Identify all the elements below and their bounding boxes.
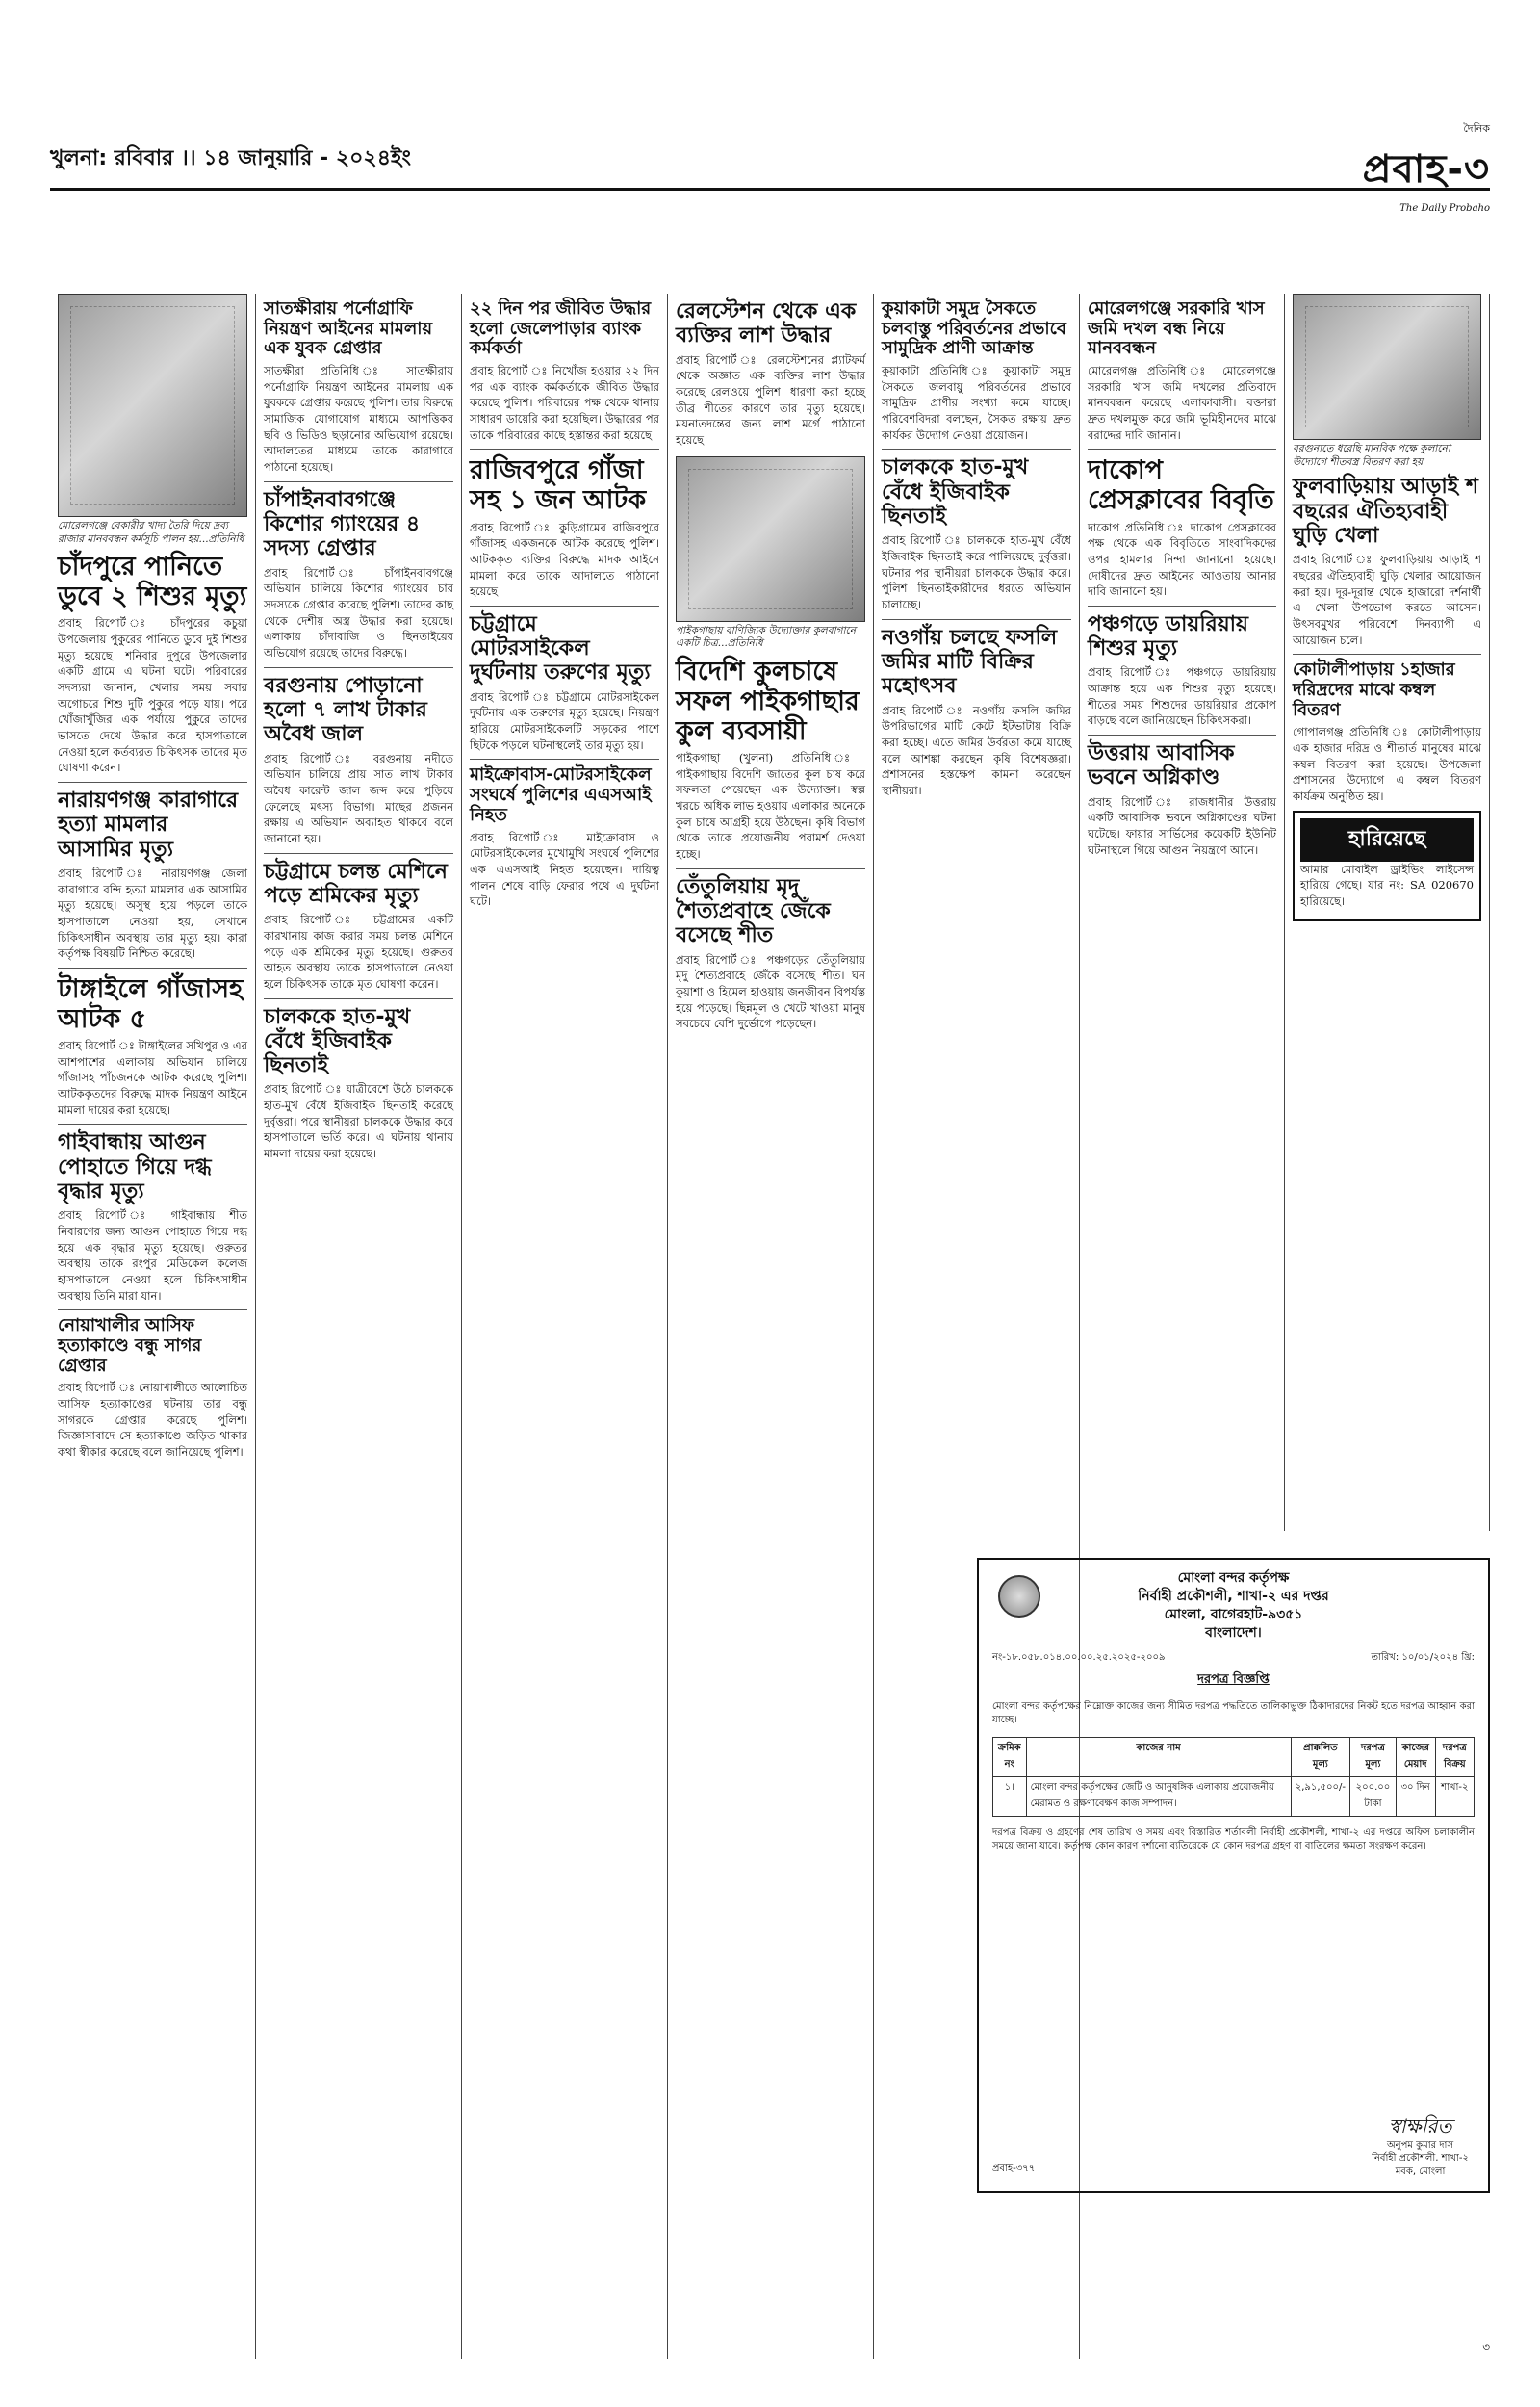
article-body: প্রবাহ রিপোর্ট ঃ চালককে হাত-মুখ বেঁধে ইজিবাইক ছিনতাই করে পালিয়েছে দুর্বৃত্তরা। ঘটনার পর স্থানীয়রা চালককে উদ্ধার করে। পুলিশ ছিনতাইকারীদের ধরতে অভিযান চালাচ্ছে।: [882, 533, 1071, 611]
article-body: দাকোপ প্রতিনিধি ঃ দাকোপ প্রেসক্লাবের পক্ষ থেকে এক বিবৃতিতে সাংবাদিকদের ওপর হামলার নিন্দা জানানো হয়েছে। দোষীদের দ্রুত আইনের আওতায় আনার দাবি জানানো হয়।: [1088, 520, 1276, 599]
notice-org: মোংলা বন্দর কর্তৃপক্ষ: [1177, 1570, 1290, 1586]
article-body: প্রবাহ রিপোর্ট ঃ পঞ্চগড়ে ডায়রিয়ায় আক্রান্ত হয়ে এক শিশুর মৃত্যু হয়েছে। শীতের সময় শিশুদের ডায়রিয়ার প্রকোপ বাড়ছে বলে জানিয়েছেন চিকিৎসকরা।: [1088, 665, 1276, 728]
divider: [1293, 654, 1481, 655]
table-cell: মোংলা বন্দর কর্তৃপক্ষের জেটি ও আনুষঙ্গিক এলাকায় প্রয়োজনীয় মেরামত ও রক্ষণাবেক্ষণ কাজ সম্পাদন।: [1026, 1776, 1291, 1816]
headline: দাকোপ প্রেসক্লাবের বিবৃতি: [1088, 455, 1274, 516]
table-row: [993, 1776, 1475, 1816]
table-cell: ২০০.০০ টাকা: [1350, 1776, 1396, 1816]
tender-notice: [977, 1558, 1490, 2193]
divider: [676, 868, 865, 869]
headline: চট্টগ্রামে মোটরসাইকেল দুর্ঘটনায় তরুণের মৃত্যু: [470, 611, 651, 686]
column-3: [462, 294, 668, 2359]
headline: কোটালীপাড়ায় ১হাজার দরিদ্রদের মাঝে কম্বল বিতরণ: [1293, 660, 1455, 720]
divider: [264, 998, 453, 999]
divider: [264, 481, 453, 482]
notice-intro: মোংলা বন্দর কর্তৃপক্ষের নিম্নোক্ত কাজের জন্য সীমিত দরপত্র পদ্ধতিতে তালিকাভুক্ত ঠিকাদারদের নিকট হতে দরপত্র আহ্বান করা যাচ্ছে।: [992, 1700, 1475, 1725]
table-header: ক্রমিক নং: [993, 1737, 1027, 1776]
logo-name: প্রবাহ-৩: [1362, 147, 1490, 192]
signatory-name: অনুপম কুমার দাস: [1387, 2139, 1454, 2151]
table-cell: ১।: [993, 1776, 1027, 1816]
divider: [58, 1309, 247, 1310]
column-1: [50, 294, 256, 2359]
headline: চালককে হাত-মুখ বেঁধে ইজিবাইক ছিনতাই: [882, 455, 1029, 530]
headline: ফুলবাড়িয়ায় আড়াই শ বছরের ঐতিহ্যবাহী ঘুড়ি খেলা: [1293, 475, 1478, 548]
article-body: প্রবাহ রিপোর্ট ঃ কুড়িগ্রামের রাজিবপুরে গাঁজাসহ একজনকে আটক করেছে পুলিশ। আটককৃত ব্যক্তির বিরুদ্ধে মাদক আইনে মামলা করে তাকে আদালতে পাঠানো হয়েছে।: [470, 520, 659, 599]
tender-table: [992, 1737, 1475, 1817]
lost-notice-text: আমার মোবাইল ড্রাইভিং লাইসেন্স হারিয়ে গেছে। যার নং: SA 020670 হারিয়েছে।: [1300, 862, 1474, 908]
headline: বিদেশি কুলচাষে সফল পাইকগাছার কুল ব্যবসায়ী: [676, 656, 860, 746]
divider: [1088, 735, 1276, 736]
news-photo: [1293, 294, 1481, 440]
news-photo: [676, 456, 865, 622]
notice-memo-row: [992, 1650, 1475, 1667]
signatory-org: মবক, মোংলা: [1395, 2165, 1446, 2177]
headline: ২২ দিন পর জীবিত উদ্ধার হলো জেলেপাড়ার ব্যাংক কর্মকর্তা: [470, 298, 652, 359]
article-body: প্রবাহ রিপোর্ট ঃ রাজধানীর উত্তরায় একটি আবাসিক ভবনে অগ্নিকাণ্ডের ঘটনা ঘটেছে। ফায়ার সার্ভিসের কয়েকটি ইউনিট ঘটনাস্থলে গিয়ে আগুন নিয়ন্ত্রণে আনে।: [1088, 794, 1276, 857]
lost-notice: [1293, 811, 1481, 921]
divider: [470, 449, 659, 450]
notice-date: তারিখ: ১০/০১/২০২৪ খ্রি:: [1371, 1651, 1475, 1663]
article-body: প্রবাহ রিপোর্ট ঃ নিখোঁজ হওয়ার ২২ দিন পর এক ব্যাংক কর্মকর্তাকে জীবিত উদ্ধার করেছে পুলিশ। পরিবারের পক্ষ থেকে থানায় সাধারণ ডায়েরি করা হয়েছিল। উদ্ধারের পর তাকে পরিবারের কাছে হস্তান্তর করা হয়েছে।: [470, 364, 659, 442]
article-body: প্রবাহ রিপোর্ট ঃ নওগাঁয় ফসলি জমির উপরিভাগের মাটি কেটে ইটভাটায় বিক্রি করা হচ্ছে। এতে জমির উর্বরতা কমে যাচ্ছে বলে আশঙ্কা করছেন কৃষি বিশেষজ্ঞরা। প্রশাসনের হস্তক্ষেপ কামনা করেছেন স্থানীয়রা।: [882, 703, 1071, 797]
headline: নারায়ণগঞ্জ কারাগারে হত্যা মামলার আসামির মৃত্যু: [58, 789, 239, 862]
column-7: [1285, 294, 1490, 1531]
headline: গাইবান্ধায় আগুন পোহাতে গিয়ে দগ্ধ বৃদ্ধার মৃত্যু: [58, 1130, 212, 1204]
divider: [58, 782, 247, 783]
headline: রাজিবপুরে গাঁজা সহ ১ জন আটক: [470, 455, 647, 516]
article-body: প্রবাহ রিপোর্ট ঃ চাঁপাইনবাবগঞ্জে অভিযান চালিয়ে কিশোর গ্যাংয়ের চার সদস্যকে গ্রেপ্তার করেছে পুলিশ। তাদের কাছ থেকে দেশীয় অস্ত্র উদ্ধার করা হয়েছে। এলাকায় চাঁদাবাজি ও ছিনতাইয়ের অভিযোগ রয়েছে তাদের বিরুদ্ধে।: [264, 565, 453, 660]
article-body: প্রবাহ রিপোর্ট ঃ রেলস্টেশনের প্ল্যাটফর্ম থেকে অজ্ঞাত এক ব্যক্তির লাশ উদ্ধার করেছে রেলওয়ে পুলিশ। ধারণা করা হচ্ছে তীব্র শীতের কারণে তার মৃত্যু হয়েছে। ময়নাতদন্তের জন্য লাশ মর্গে পাঠানো হয়েছে।: [676, 352, 865, 447]
article-body: প্রবাহ রিপোর্ট ঃ চট্টগ্রামে মোটরসাইকেল দুর্ঘটনায় এক তরুণের মৃত্যু হয়েছে। নিয়ন্ত্রণ হারিয়ে মোটরসাইকেলটি সড়কের পাশে ছিটকে পড়লে ঘটনাস্থলেই তার মৃত্যু হয়।: [470, 689, 659, 752]
page-number: ৩: [1482, 2341, 1490, 2354]
table-header: কাজের নাম: [1026, 1737, 1291, 1776]
port-emblem-icon: [998, 1575, 1040, 1618]
headline: নওগাঁয় চলছে ফসলি জমির মাটি বিক্রির মহোৎসব: [882, 625, 1058, 699]
headline: কুয়াকাটা সমুদ্র সৈকতে চলবাস্তু পরিবর্তনের প্রভাবে সামুদ্রিক প্রাণী আক্রান্ত: [882, 298, 1066, 359]
article-body: মোরেলগঞ্জ প্রতিনিধি ঃ মোরেলগঞ্জে সরকারি খাস জমি দখলের প্রতিবাদে মানববন্ধন করেছে এলাকাবাসী। বক্তারা দ্রুত দখলমুক্ত করে জমি ভূমিহীনদের মাঝে বরাদ্দের দাবি জানান।: [1088, 364, 1276, 442]
article-body: গোপালগঞ্জ প্রতিনিধি ঃ কোটালীপাড়ায় এক হাজার দরিদ্র ও শীতার্ত মানুষের মাঝে কম্বল বিতরণ করা হয়েছে। উপজেলা প্রশাসনের উদ্যোগে এ কম্বল বিতরণ কার্যক্রম অনুষ্ঠিত হয়।: [1293, 725, 1481, 803]
article-body: প্রবাহ রিপোর্ট ঃ বরগুনায় নদীতে অভিযান চালিয়ে প্রায় সাত লাখ টাকার অবৈধ কারেন্ট জাল জব্দ করে পুড়িয়ে ফেলেছে মৎস্য বিভাগ। মাছের প্রজনন রক্ষায় এ অভিযান অব্যাহত থাকবে বলে জানানো হয়।: [264, 751, 453, 845]
headline: চট্টগ্রামে চলন্ত মেশিনে পড়ে শ্রমিকের মৃত্যু: [264, 859, 448, 908]
headline: উত্তরায় আবাসিক ভবনে অগ্নিকাণ্ড: [1088, 741, 1235, 790]
headline: চালককে হাত-মুখ বেঁধে ইজিবাইক ছিনতাই: [264, 1004, 411, 1078]
table-header: দরপত্র মূল্য: [1350, 1737, 1396, 1776]
headline: টাঙ্গাইলে গাঁজাসহ আটক ৫: [58, 974, 244, 1035]
logo-tagline: The Daily Probaho: [1399, 203, 1490, 214]
column-2: [256, 294, 462, 2359]
article-body: প্রবাহ রিপোর্ট ঃ নারায়ণগঞ্জ জেলা কারাগারে বন্দি হত্যা মামলার এক আসামির মৃত্যু হয়েছে। অসুস্থ হয়ে পড়লে তাকে হাসপাতালে নেওয়া হয়, সেখানে চিকিৎসাধীন অবস্থায় তার মৃত্যু হয়। কারা কর্তৃপক্ষ বিষয়টি নিশ্চিত করেছে।: [58, 866, 247, 961]
notice-memo: নং-১৮.০৫৮.০১৪.০০.০০.২৫.২০২৫-২০০৯: [992, 1651, 1166, 1663]
divider: [1088, 606, 1276, 607]
notice-title: দরপত্র বিজ্ঞপ্তি: [1197, 1671, 1270, 1687]
lost-notice-title: হারিয়েছে: [1300, 818, 1474, 862]
table-cell: শাখা-২: [1435, 1776, 1474, 1816]
headline: পঞ্চগড়ে ডায়রিয়ায় শিশুর মৃত্যু: [1088, 611, 1249, 661]
article-body: প্রবাহ রিপোর্ট ঃ নোয়াখালীতে আলোচিত আসিফ হত্যাকাণ্ডের ঘটনায় তার বন্ধু সাগরকে গ্রেপ্তার করেছে পুলিশ। জিজ্ঞাসাবাদে সে হত্যাকাণ্ডে জড়িত থাকার কথা স্বীকার করেছে বলে জানিয়েছে পুলিশ।: [58, 1381, 247, 1460]
photo-caption: পাইকগাছায় বাণিজ্যিক উদ্যোক্তার কুলবাগানে একটি চিত্র...প্রতিনিধি: [676, 624, 857, 650]
divider: [1088, 449, 1276, 450]
article-body: প্রবাহ রিপোর্ট ঃ চাঁদপুরের কচুয়া উপজেলায় পুকুরের পানিতে ডুবে দুই শিশুর মৃত্যু হয়েছে। শনিবার দুপুরে উপজেলার একটি গ্রামে এ ঘটনা ঘটে। পরিবারের সদস্যরা জানান, খেলার সময় সবার অগোচরে শিশু দুটি পুকুরে পড়ে যায়। পরে খোঁজাখুঁজির এক পর্যায়ে পুকুরে তাদের ভাসতে দেখে উদ্ধার করে হাসপাতালে নেওয়া হলে কর্তব্যরত চিকিৎসক তাদের মৃত ঘোষণা করেন।: [58, 616, 247, 775]
article-body: পাইকগাছা (খুলনা) প্রতিনিধি ঃ পাইকগাছায় বিদেশি জাতের কুল চাষ করে সফলতা পেয়েছেন এক উদ্যোক্তা। স্বল্প খরচে অধিক লাভ হওয়ায় এলাকার অনেকে কুল চাষে আগ্রহী হয়ে উঠছেন। কৃষি বিভাগ থেকে তাকে প্রয়োজনীয় পরামর্শ দেওয়া হচ্ছে।: [676, 751, 865, 862]
divider: [264, 853, 453, 854]
headline: চাঁপাইনবাবগঞ্জে কিশোর গ্যাংয়ের ৪ সদস্য গ্রেপ্তার: [264, 487, 421, 561]
article-body: সাতক্ষীরা প্রতিনিধি ঃ সাতক্ষীরায় পর্নোগ্রাফি নিয়ন্ত্রণ আইনের মামলায় এক যুবককে গ্রেপ্তার করেছে পুলিশ। তার বিরুদ্ধে সামাজিক যোগাযোগ মাধ্যমে আপত্তিকর ছবি ও ভিডিও ছড়ানোর অভিযোগ রয়েছে। আদালতের মাধ্যমে তাকে কারাগারে পাঠানো হয়েছে।: [264, 364, 453, 475]
article-body: কুয়াকাটা প্রতিনিধি ঃ কুয়াকাটা সমুদ্র সৈকতে জলবায়ু পরিবর্তনের প্রভাবে সামুদ্রিক প্রাণীর সংখ্যা কমে যাচ্ছে। পরিবেশবিদরা বলছেন, সৈকত রক্ষায় দ্রুত কার্যকর উদ্যোগ নেওয়া প্রয়োজন।: [882, 364, 1071, 442]
table-cell: ২,৯১,৫০০/-: [1291, 1776, 1350, 1816]
headline: সাতক্ষীরায় পর্নোগ্রাফি নিয়ন্ত্রণ আইনের মামলায় এক যুবক গ্রেপ্তার: [264, 298, 433, 359]
news-photo: [58, 294, 247, 517]
notice-ref: প্রবাহ-৩৭৭: [992, 2163, 1036, 2174]
divider: [58, 1124, 247, 1125]
headline: মোরেলগঞ্জে সরকারি খাস জমি দখল বন্ধ নিয়ে মানববন্ধন: [1088, 298, 1265, 359]
table-cell: ৩০ দিন: [1396, 1776, 1435, 1816]
divider: [882, 449, 1071, 450]
dateline: খুলনা: রবিবার ।। ১৪ জানুয়ারি - ২০২৪ইং: [50, 146, 411, 170]
headline: বরগুনায় পোড়ানো হলো ৭ লাখ টাকার অবৈধ জাল: [264, 673, 427, 747]
notice-address: মোংলা, বাগেরহাট-৯৩৫১: [1164, 1606, 1303, 1622]
table-header: দরপত্র বিক্রয়: [1435, 1737, 1474, 1776]
logo-prefix: দৈনিক: [1463, 122, 1490, 135]
divider: [470, 606, 659, 607]
divider: [58, 968, 247, 969]
article-body: প্রবাহ রিপোর্ট ঃ পঞ্চগড়ের তেঁতুলিয়ায় মৃদু শৈত্যপ্রবাহে জেঁকে বসেছে শীত। ঘন কুয়াশা ও হিমেল হাওয়ায় জনজীবন বিপর্যস্ত হয়ে পড়েছে। ছিন্নমূল ও খেটে খাওয়া মানুষ সবচেয়ে বেশি দুর্ভোগে পড়েছেন।: [676, 952, 865, 1031]
article-body: প্রবাহ রিপোর্ট ঃ গাইবান্ধায় শীত নিবারণের জন্য আগুন পোহাতে গিয়ে দগ্ধ হয়ে এক বৃদ্ধার মৃত্যু হয়েছে। গুরুতর অবস্থায় তাকে রংপুর মেডিকেল কলেজ হাসপাতালে নেওয়া হলে চিকিৎসাধীন অবস্থায় তিনি মারা যান।: [58, 1208, 247, 1303]
notice-office: নির্বাহী প্রকৌশলী, শাখা-২ এর দপ্তর: [1138, 1588, 1329, 1604]
notice-terms: দরপত্র বিক্রয় ও গ্রহণের শেষ তারিখ ও সময় এবং বিস্তারিত শর্তাবলী নির্বাহী প্রকৌশলী, শাখা-২ এর দপ্তরে অফিস চলাকালীন সময়ে জানা যাবে। কর্তৃপক্ষ কোন কারণ দর্শানো ব্যতিরেকে যে কোন দরপত্র গ্রহণ বা বাতিলের ক্ষমতা সংরক্ষণ করেন।: [992, 1826, 1475, 1851]
headline: মাইক্রোবাস-মোটরসাইকেল সংঘর্ষে পুলিশের এএসআই নিহত: [470, 764, 652, 825]
photo-caption: মোরেলগঞ্জে বেকারীর খাদ্য তৈরি দিয়ে দ্রব্য রাজার মানববন্ধন কর্মসূচি পালন হয়...প্রতিনিধি: [58, 520, 244, 545]
divider: [882, 619, 1071, 620]
column-6: [1080, 294, 1285, 1531]
article-body: প্রবাহ রিপোর্ট ঃ টাঙ্গাইলের সখিপুর ও এর আশপাশের এলাকায় অভিযান চালিয়ে গাঁজাসহ পাঁচজনকে আটক করেছে পুলিশ। আটককৃতদের বিরুদ্ধে মাদক নিয়ন্ত্রণ আইনে মামলা দায়ের করা হয়েছে।: [58, 1039, 247, 1117]
headline: রেলস্টেশন থেকে এক ব্যক্তির লাশ উদ্ধার: [676, 299, 857, 349]
table-header-row: [993, 1737, 1475, 1776]
article-body: প্রবাহ রিপোর্ট ঃ মাইক্রোবাস ও মোটরসাইকেলের মুখোমুখি সংঘর্ষে পুলিশের এক এএসআই নিহত হয়েছেন। দায়িত্ব পালন শেষে বাড়ি ফেরার পথে এ দুর্ঘটনা ঘটে।: [470, 830, 659, 909]
signature: স্বাক্ষরিত: [1388, 2113, 1452, 2137]
article-body: প্রবাহ রিপোর্ট ঃ যাত্রীবেশে উঠে চালককে হাত-মুখ বেঁধে ইজিবাইক ছিনতাই করেছে দুর্বৃত্তরা। পরে স্থানীয়রা চালককে উদ্ধার করে হাসপাতালে ভর্তি করে। এ ঘটনায় থানায় মামলা দায়ের করা হয়েছে।: [264, 1082, 453, 1161]
divider: [264, 667, 453, 668]
article-body: প্রবাহ রিপোর্ট ঃ ফুলবাড়িয়ায় আড়াই শ বছরের ঐতিহ্যবাহী ঘুড়ি খেলার আয়োজন করা হয়। দূর-দূরান্ত থেকে হাজারো দর্শনার্থী এ খেলা উপভোগ করতে আসেন। উৎসবমুখর পরিবেশে দিনব্যাপী এ আয়োজন চলে।: [1293, 553, 1481, 647]
divider: [470, 759, 659, 760]
signature-block: [1372, 2113, 1469, 2179]
article-body: প্রবাহ রিপোর্ট ঃ চট্টগ্রামের একটি কারখানায় কাজ করার সময় চলন্ত মেশিনে পড়ে এক শ্রমিকের মৃত্যু হয়েছে। গুরুতর আহত অবস্থায় তাকে হাসপাতালে নেওয়া হলে চিকিৎসক তাকে মৃত ঘোষণা করেন।: [264, 913, 453, 991]
headline: চাঁদপুরে পানিতে ডুবে ২ শিশুর মৃত্যু: [58, 552, 247, 612]
notice-header: [992, 1569, 1475, 1643]
table-header: কাজের মেয়াদ: [1396, 1737, 1435, 1776]
photo-caption: বরগুনাতে ধরেছি মানবিক পক্ষে কুলানো উদ্যোগে শীতবস্ত্র বিতরণ করা হয়: [1293, 443, 1450, 468]
notice-country: বাংলাদেশ।: [1205, 1624, 1262, 1641]
signatory-title: নির্বাহী প্রকৌশলী, শাখা-২: [1372, 2153, 1469, 2163]
column-4: [668, 294, 874, 2359]
headline: তেঁতুলিয়ায় মৃদু শৈত্যপ্রবাহে জেঁকে বসেছে শীত: [676, 874, 831, 948]
headline: নোয়াখালীর আসিফ হত্যাকাণ্ডে বন্ধু সাগর গ্রেপ্তার: [58, 1315, 202, 1376]
table-header: প্রাক্কলিত মূল্য: [1291, 1737, 1350, 1776]
